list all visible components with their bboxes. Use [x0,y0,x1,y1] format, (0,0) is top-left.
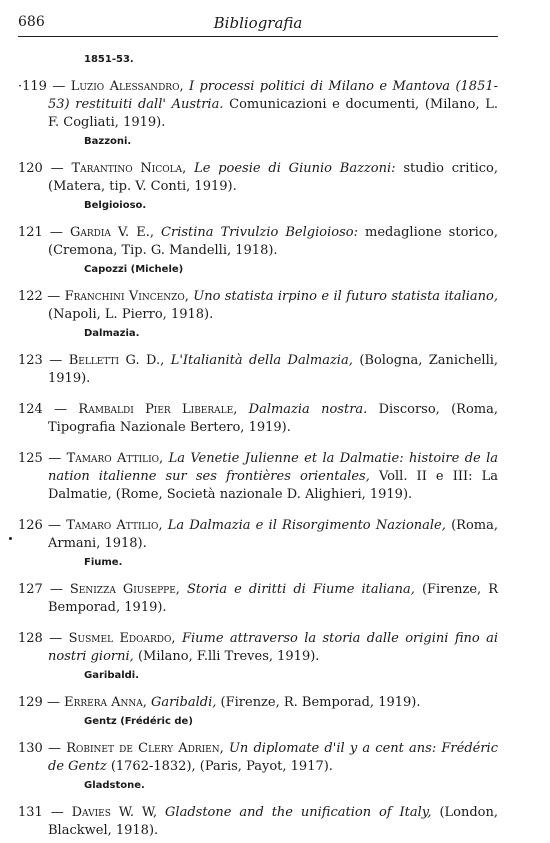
section-heading: Bazzoni. [84,136,132,147]
entry-author: Tamaro Attilio, [66,451,164,466]
entry-number: 131 — [18,805,64,820]
entry-number: 120 — [18,161,64,176]
entry-author: Luzio Alessandro, [70,79,184,94]
entry-publication: Voll. II e III: La Dalmatie, (Rome, Società nazionale D. Alighieri, 1919). [48,469,498,502]
entry-publication: Comunicazioni e documenti, (Milano, L. F. Cogliati, 1919). [48,97,498,130]
section-heading: Capozzi (Michele) [84,264,184,275]
bibliography-entry [18,352,498,388]
entry-number: 125 — [18,451,62,466]
entry-publication: (Milano, F.lli Treves, 1919). [137,649,320,664]
bibliography-list [18,54,498,843]
bibliography-entry [18,288,498,324]
bibliography-entry [18,740,498,776]
entry-publication: (1762-1832), (Paris, Payot, 1917). [110,759,333,774]
page-header [18,12,498,37]
entry-author: Senizza Giuseppe, [69,582,180,597]
entry-publication: (Firenze, R Bemporad, 1919). [48,582,498,615]
section-heading: Dalmazia. [84,328,140,339]
bibliography-entry [18,224,498,260]
entry-title: La Venetie Julienne et la Dalmatie: histoire de la nation italienne sur ses frontières orientales, [48,451,499,484]
entry-number: 128 — [18,631,63,646]
entry-title: Storia e diritti di Fiume italiana, [186,582,415,597]
entry-number: 127 — [18,582,63,597]
running-title: Bibliografia [213,14,303,32]
entry-publication: (Napoli, L. Pierro, 1918). [48,307,214,322]
section-heading: Gentz (Frédéric de) [84,716,193,727]
entry-publication: (Roma, Armani, 1918). [48,518,498,551]
entry-author: Davies W. W, [71,805,158,820]
entry-publication: (Firenze, R. Bemporad, 1919). [220,695,421,710]
entry-title: Gladstone and the unification of Italy, [165,805,432,820]
section-heading: 1851-53. [84,54,134,65]
entry-title: La Dalmazia e il Risorgimento Nazionale, [167,518,446,533]
entry-title: Dalmazia nostra. [248,402,368,417]
entry-number: 121 — [18,225,63,240]
entry-author: Tarantino Nicola, [71,161,187,176]
entry-number: 126 — [18,518,61,533]
bibliography-entry [18,694,498,712]
bibliography-entry [18,804,498,840]
entry-number: 123 — [18,353,63,368]
bibliography-entry [18,450,498,504]
entry-author: Errera Anna, [64,695,147,710]
entry-title: L'Italianità della Dalmazia, [170,353,353,368]
entry-title: I processi politici di Milano e Mantova (1851-53) restituiti dall' Austria. [48,79,499,112]
entry-author: Robinet de Clery Adrien, [66,741,224,756]
entry-publication: studio critico, (Matera, tip. V. Conti, 1919). [48,161,499,194]
section-heading: Fiume. [84,557,123,568]
entry-title: Garibaldi, [151,695,217,710]
entry-author: Susmel Edoardo, [68,631,176,646]
bibliography-entry [18,517,498,553]
entry-number: 122 — [18,289,61,304]
entry-publication: medaglione storico, (Cremona, Tip. G. Mandelli, 1918). [48,225,499,258]
entry-author: Belletti G. D., [68,353,165,368]
entry-publication: (Bologna, Zanichelli, 1919). [48,353,499,386]
entry-title: Un diplomate d'il y a cent ans: Frédéric de Gentz [48,741,498,774]
entry-title: Le poesie di Giunio Bazzoni: [194,161,396,176]
section-heading: Gladstone. [84,780,145,791]
entry-author: Tamaro Attilio, [66,518,163,533]
page-number: 686 [18,14,45,30]
entry-number: 124 — [18,402,68,417]
section-heading: Garibaldi. [84,670,140,681]
entry-number: 130 — [18,741,61,756]
bibliography-entry [18,78,498,132]
stray-ink-dot [9,537,12,540]
entry-title: Cristina Trivulzio Belgioioso: [161,225,358,240]
entry-title: Fiume attraverso la storia dalle origini fino ai nostri giorni, [48,631,499,664]
bibliography-entry [18,401,498,437]
entry-author: Gardia V. E., [69,225,154,240]
entry-title: Uno statista irpino e il futuro statista italiano, [193,289,498,304]
entry-number: ·119 — [18,79,66,94]
entry-author: Franchini Vincenzo, [64,289,189,304]
entry-author: Rambaldi Pier Liberale, [78,402,238,417]
bibliography-entry [18,630,498,666]
entry-publication: (London, Blackwel, 1918). [48,805,498,838]
entry-publication: Discorso, (Roma, Tipografia Nazionale Bertero, 1919). [48,402,498,435]
bibliography-entry [18,160,498,196]
section-heading: Belgioioso. [84,200,147,211]
entry-number: 129 — [18,695,60,710]
bibliography-entry [18,581,498,617]
